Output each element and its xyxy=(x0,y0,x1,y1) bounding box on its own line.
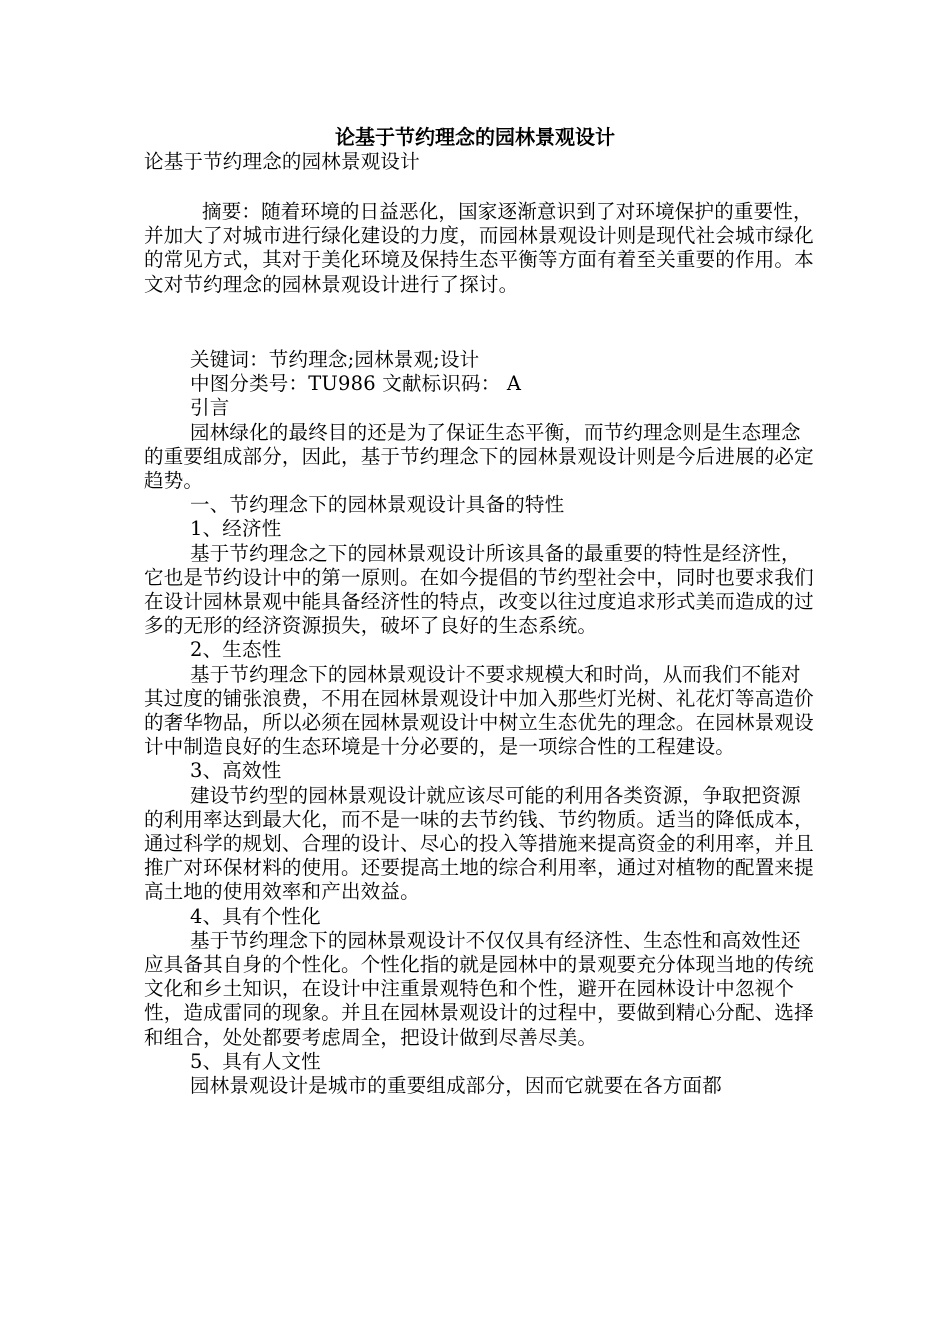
body-block xyxy=(144,348,814,1098)
subsection5-heading: 5、具有人文性 xyxy=(190,1049,321,1073)
keywords-line: 关键词：节约理念;园林景观;设计 xyxy=(190,348,480,371)
abstract-paragraph: 摘要：随着环境的日益恶化，国家逐渐意识到了对环境保护的重要性，并加大了对城市进行绿化建设的力度，而园林景观设计则是现代社会城市绿化的常见方式，其对于美化环境及保持生态平衡等方面有着至关重要的作用。本文对节约理念的园林景观设计进行了探讨。 xyxy=(144,200,814,296)
subsection3-heading: 3、高效性 xyxy=(190,759,282,783)
subtitle-block xyxy=(144,150,814,174)
subsection5-paragraph: 园林景观设计是城市的重要组成部分，因而它就要在各方面都 xyxy=(190,1074,722,1098)
subsection2-paragraph: 基于节约理念下的园林景观设计不要求规模大和时尚，从而我们不能对其过度的铺张浪费，不用在园林景观设计中加入那些灯光树、礼花灯等高造价的奢华物品，所以必须在园林景观设计中树立生态优先的理念。在园林景观设计中制造良好的生态环境是十分必要的，是一项综合性的工程建设。 xyxy=(144,662,814,759)
document-subtitle: 论基于节约理念的园林景观设计 xyxy=(144,150,420,173)
subsection1-heading: 1、经济性 xyxy=(190,517,282,541)
subsection4-paragraph: 基于节约理念下的园林景观设计不仅仅具有经济性、生态性和高效性还应具备其自身的个性化。个性化指的就是园林中的景观要充分体现当地的传统文化和乡土知识，在设计中注重景观特色和个性，避开在园林设计中忽视个性，造成雷同的现象。并且在园林景观设计的过程中，要做到精心分配、选择和组合，处处都要考虑周全，把设计做到尽善尽美。 xyxy=(144,928,814,1049)
document-title: 论基于节约理念的园林景观设计 xyxy=(335,125,615,149)
section1-heading: 一、节约理念下的园林景观设计具备的特性 xyxy=(190,493,565,517)
subsection2-heading: 2、生态性 xyxy=(190,638,282,662)
classification-line: 中图分类号：TU986 文献标识码： A xyxy=(190,372,522,396)
intro-paragraph: 园林绿化的最终目的还是为了保证生态平衡，而节约理念则是生态理念的重要组成部分，因此，基于节约理念下的园林景观设计则是今后进展的必定趋势。 xyxy=(144,420,814,493)
subsection4-heading: 4、具有个性化 xyxy=(190,904,321,928)
intro-heading: 引言 xyxy=(190,396,230,420)
abstract-block xyxy=(144,200,814,297)
subsection1-paragraph: 基于节约理念之下的园林景观设计所该具备的最重要的特性是经济性，它也是节约设计中的第一原则。在如今提倡的节约型社会中，同时也要求我们在设计园林景观中能具备经济性的特点，改变以往过度追求形式美而造成的过多的无形的经济资源损失，破坏了良好的生态系统。 xyxy=(144,541,814,638)
subsection3-paragraph: 建设节约型的园林景观设计就应该尽可能的利用各类资源，争取把资源的利用率达到最大化，而不是一味的去节约钱、节约物质。适当的降低成本，通过科学的规划、合理的设计、尽心的投入等措施来提高资金的利用率，并且推广对环保材料的使用。还要提高土地的综合利用率，通过对植物的配置来提高土地的使用效率和产出效益。 xyxy=(144,783,814,904)
